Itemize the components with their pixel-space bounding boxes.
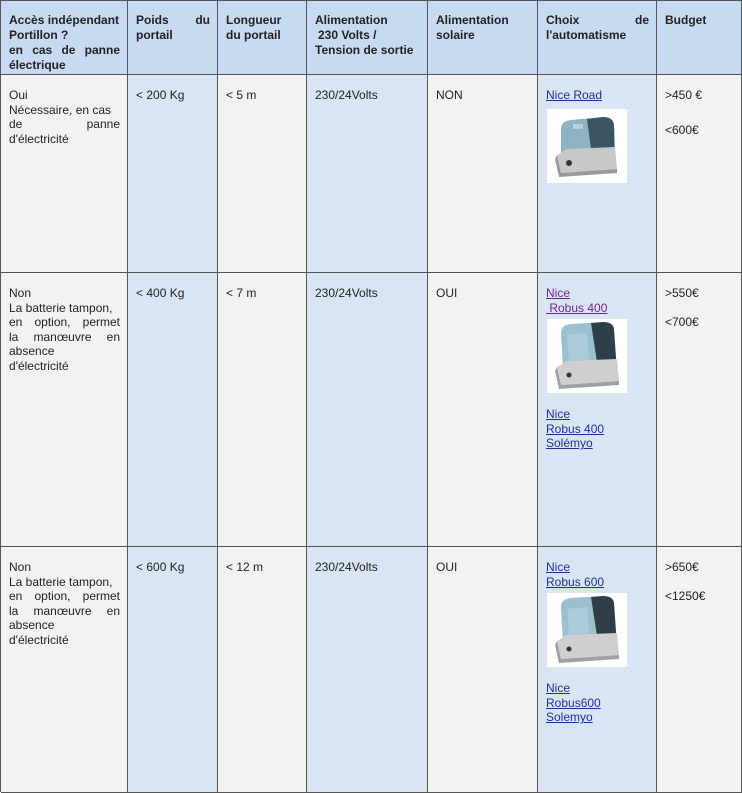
header-power: Alimentation 230 Volts / Tension de sortie bbox=[307, 1, 428, 75]
gate-motor-nice-road-icon[interactable] bbox=[547, 109, 627, 183]
row1-solar: NON bbox=[428, 75, 538, 273]
row3-budget: >650€ <1250€ bbox=[657, 547, 742, 793]
row2-length: < 7 m bbox=[218, 273, 307, 547]
row2-weight: < 400 Kg bbox=[128, 273, 218, 547]
row2-solar: OUI bbox=[428, 273, 538, 547]
row2-budget: >550€ <700€ bbox=[657, 273, 742, 547]
row1-choice bbox=[538, 75, 657, 273]
row3-choice bbox=[538, 547, 657, 793]
header-length: Longueur du portail bbox=[218, 1, 307, 75]
row2-power: 230/24Volts bbox=[307, 273, 428, 547]
nice-robus600-solemyo-link[interactable]: Nice Robus600 Solemyo bbox=[546, 681, 601, 725]
row2-access: Non La batterie tampon, en option, permet la manœuvre en absence d'électricité bbox=[1, 273, 128, 547]
gate-motor-robus-600-icon[interactable] bbox=[547, 593, 627, 667]
gate-motor-robus-400-icon[interactable] bbox=[547, 319, 627, 393]
row1-weight: < 200 Kg bbox=[128, 75, 218, 273]
header-access: Accès indépendant Portillon ? en cas de panne électrique bbox=[1, 1, 128, 75]
row1-length: < 5 m bbox=[218, 75, 307, 273]
row1-budget: >450 € <600€ bbox=[657, 75, 742, 273]
nice-robus-600-link[interactable]: Nice Robus 600 bbox=[546, 560, 605, 589]
header-solar: Alimentation solaire bbox=[428, 1, 538, 75]
header-choice: Choix de l'automatisme bbox=[538, 1, 657, 75]
nice-road-link[interactable]: Nice Road bbox=[546, 88, 603, 102]
row1-access: Oui Nécessaire, en cas de panne d'électricité bbox=[1, 75, 128, 273]
row3-power: 230/24Volts bbox=[307, 547, 428, 793]
header-weight: Poids du portail bbox=[128, 1, 218, 75]
row1-power: 230/24Volts bbox=[307, 75, 428, 273]
row3-weight: < 600 Kg bbox=[128, 547, 218, 793]
row3-access: Non La batterie tampon, en option, permet la manœuvre en absence d'électricité bbox=[1, 547, 128, 793]
row2-choice bbox=[538, 273, 657, 547]
nice-robus-400-link[interactable]: Nice Robus 400 bbox=[546, 286, 608, 315]
header-budget: Budget bbox=[657, 1, 742, 75]
row3-length: < 12 m bbox=[218, 547, 307, 793]
row3-solar: OUI bbox=[428, 547, 538, 793]
nice-robus-400-solemyo-link[interactable]: Nice Robus 400 Solémyo bbox=[546, 407, 605, 451]
